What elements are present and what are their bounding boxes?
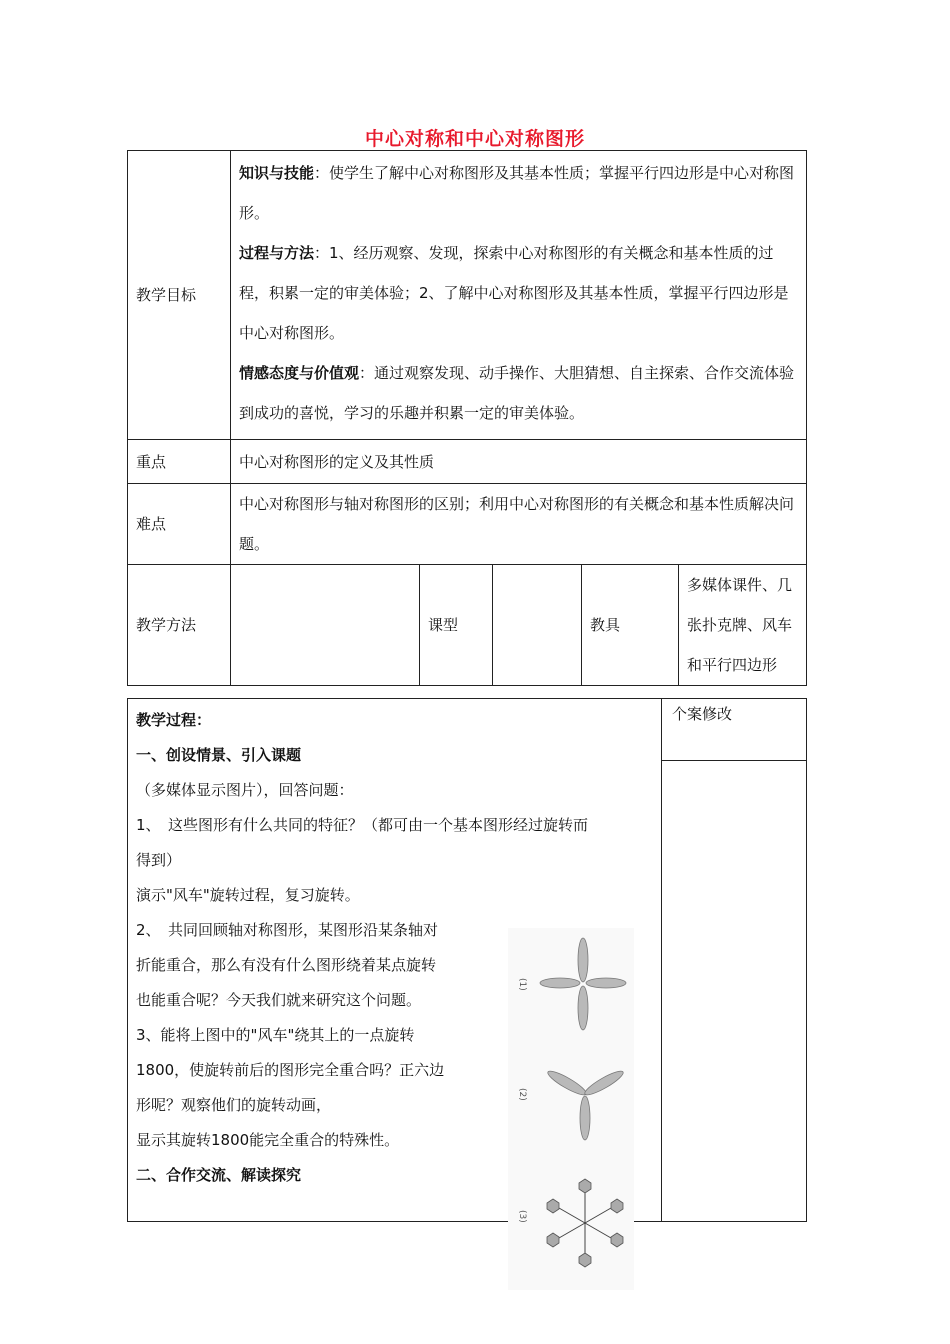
process-line: 也能重合呢？今天我们就来研究这个问题。 [136,991,422,1009]
objectives-content [231,151,807,440]
difficulty-text: 中心对称图形与轴对称图形的区别；利用中心对称图形的有关概念和基本性质解决问题。 [231,484,807,565]
process-line: 显示其旋转1800能完全重合的特殊性。 [136,1131,400,1149]
process-line: 演示"风车"旋转过程，复习旋转。 [136,886,360,904]
process-line: （多媒体显示图片），回答问题： [136,781,354,799]
process-line: 1800，使旋转前后的图形完全重合吗？正六边 [136,1061,445,1079]
figures-svg [508,928,634,1290]
method-value [231,565,420,686]
emotion-heading: 情感态度与价值观 [239,364,360,382]
method-label: 教学方法 [128,565,231,686]
key-point-text: 中心对称图形的定义及其性质 [231,440,807,484]
objectives-label: 教学目标 [128,151,231,440]
process-line: 二、合作交流、解读探究 [136,1166,302,1184]
process-line: 1、 这些图形有什么共同的特征？（都可由一个基本图形经过旋转而 [136,816,589,834]
process-line: 形呢？观察他们的旋转动画， [136,1096,332,1114]
process-line: 一、创设情景、引入课题 [136,746,302,764]
lesson-type-label: 课型 [420,565,493,686]
three-blade-windmill [545,1068,625,1140]
revision-notes [662,761,807,1222]
figure-label-1: (1) [517,978,527,991]
process-line: 得到） [136,851,182,869]
lesson-type-value [493,565,582,686]
emotion-text: ：通过观察发现、动手操作、大胆猜想、自主探索、合作交流体验到成功的喜悦，学习的乐趣并积累一定的审美体验。 [239,364,795,422]
four-blade-windmill [540,938,626,1030]
revision-label: 个案修改 [662,699,807,761]
process-line: 2、 共同回顾轴对称图形，某图形沿某条轴对 [136,921,439,939]
process-line: 3、能将上图中的"风车"绕其上的一点旋转 [136,1026,415,1044]
key-point-label: 重点 [128,440,231,484]
rotation-figures [508,928,634,1290]
knowledge-text: ：使学生了解中心对称图形及其基本性质；掌握平行四边形是中心对称图形。 [239,164,795,222]
teaching-process-table [127,698,807,1222]
process-title: 教学过程： [136,711,212,729]
process-line: 折能重合，那么有没有什么图形绕着某点旋转 [136,956,437,974]
figure-label-3: (3) [517,1210,527,1223]
difficulty-label: 难点 [128,484,231,565]
lesson-info-table [127,150,807,686]
tools-label: 教具 [582,565,679,686]
page-title: 中心对称和中心对称图形 [364,128,585,150]
tools-value: 多媒体课件、几张扑克牌、风车和平行四边形 [679,565,807,686]
knowledge-heading: 知识与技能 [239,164,315,182]
figure-label-2: (2) [517,1088,527,1101]
process-heading: 过程与方法 [239,244,315,262]
six-arm-hexagon-figure [559,1193,611,1253]
process-text: ：1、经历观察、发现，探索中心对称图形的有关概念和基本性质的过程，积累一定的审美体验；2、了解中心对称图形及其基本性质，掌握平行四边形是中心对称图形。 [239,244,789,342]
